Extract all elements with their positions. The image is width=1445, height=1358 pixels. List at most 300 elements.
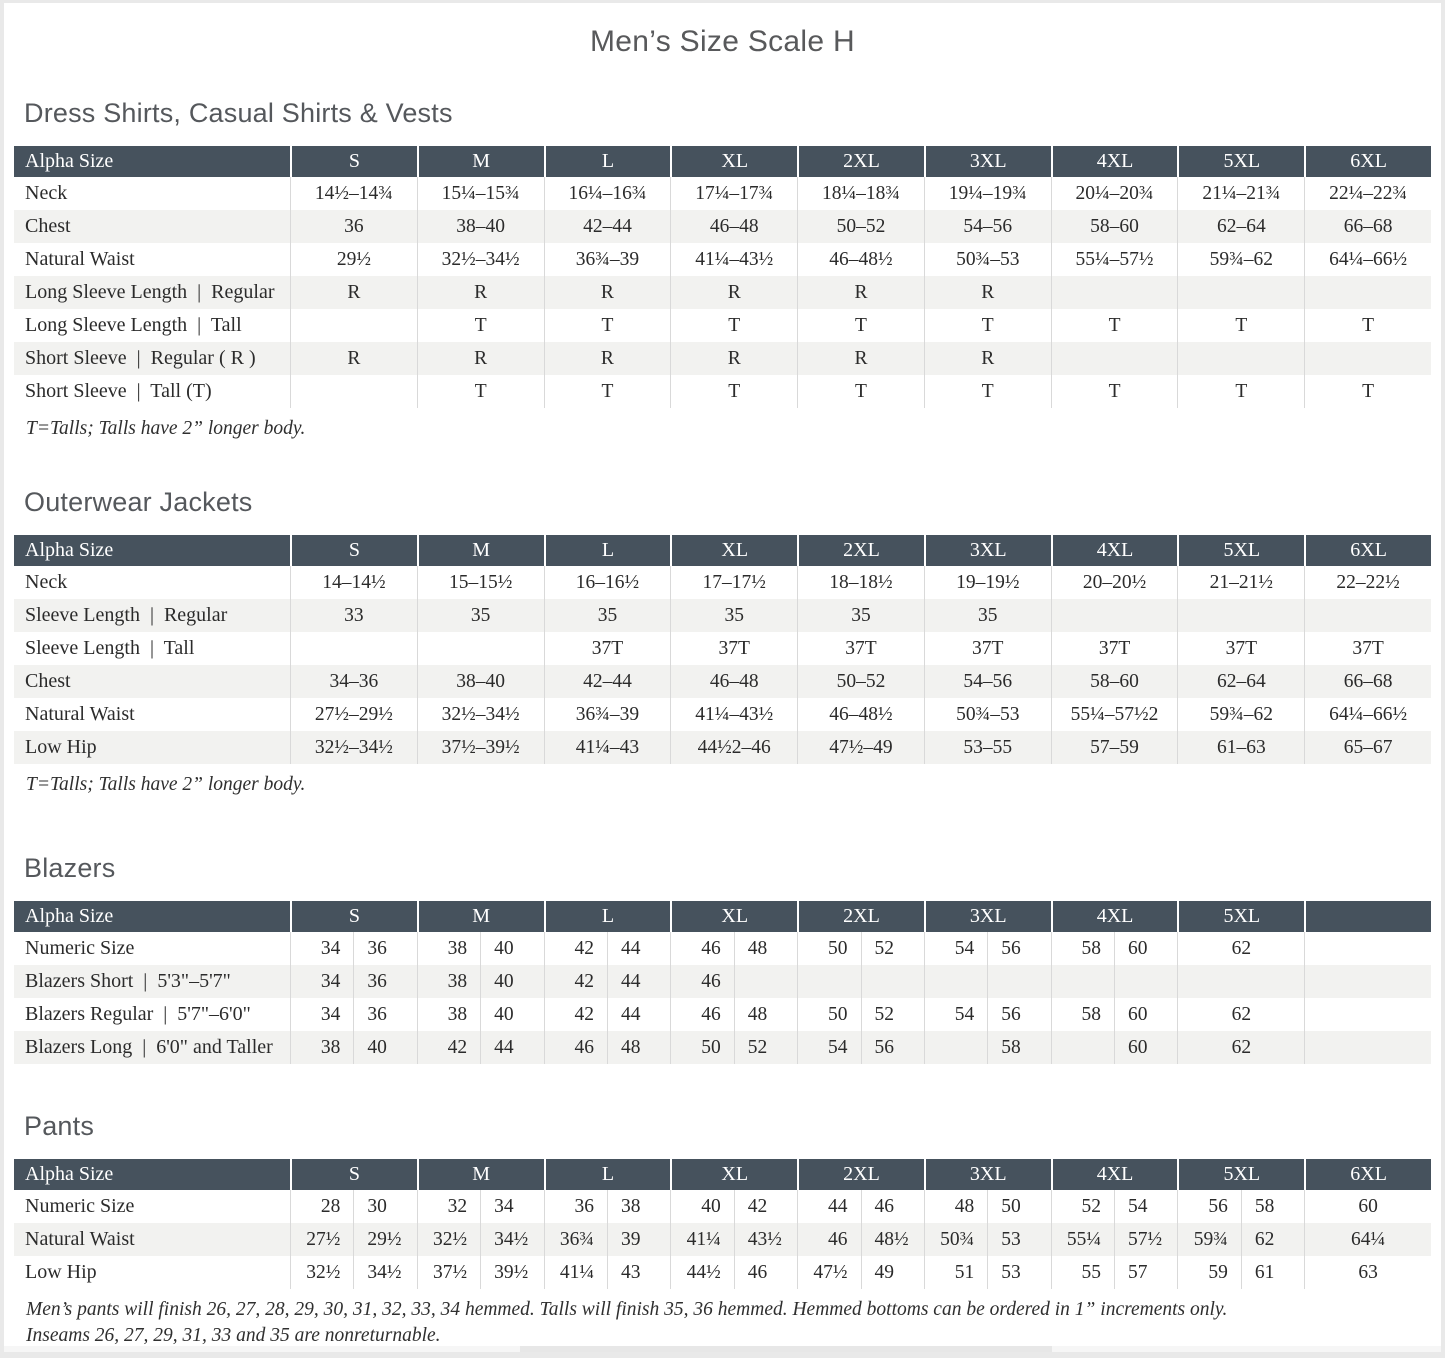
cell-value: T [1304, 309, 1431, 342]
cell-value [417, 998, 544, 1031]
cell-sub-value: 57½ [1114, 1223, 1177, 1256]
cell-sub-value: 46 [701, 1003, 721, 1025]
cell-value [924, 1223, 1051, 1256]
cell-value: 57–59 [1051, 731, 1178, 764]
cell-sub-value: 42 [574, 970, 594, 992]
cell-value: 37T [1051, 632, 1178, 665]
cell-sub-value: 58 [1241, 1190, 1304, 1223]
cell-value: 42–44 [544, 665, 671, 698]
cell-sub-value: 62 [1241, 1223, 1304, 1256]
cell-sub-value: 38 [447, 970, 468, 992]
cell-value [924, 1256, 1051, 1289]
cell-sub-value: 54 [1114, 1190, 1177, 1223]
cell-value [670, 1256, 797, 1289]
cell-value [417, 1190, 544, 1223]
header-cell: 3XL [924, 146, 1051, 177]
outerwear-footnote: T=Talls; Talls have 2” longer body. [26, 774, 306, 795]
cell-value [1177, 1031, 1304, 1064]
cell-value [290, 632, 417, 665]
row-label: Chest [25, 215, 71, 237]
table-row [14, 566, 1431, 599]
row-label: Natural Waist [25, 703, 135, 725]
row-label: Long Sleeve Length | Tall [25, 314, 242, 336]
cell-value: R [924, 276, 1051, 309]
cell-sub-value: 62 [1231, 937, 1252, 959]
header-cell: S [290, 1159, 417, 1190]
cell-sub-value: 60 [1114, 998, 1177, 1031]
cell-value [290, 998, 417, 1031]
cell-value [544, 1223, 671, 1256]
cell-value: 16¼–16¾ [544, 177, 671, 210]
cell-sub-value: 44 [480, 1031, 543, 1064]
cell-value: R [924, 342, 1051, 375]
cell-value: 55¼–57½2 [1051, 698, 1178, 731]
cell-value [670, 1223, 797, 1256]
table-row [14, 342, 1431, 375]
cell-sub-value: 50 [701, 1036, 721, 1058]
pants-table [14, 1159, 1431, 1289]
cell-value: 15¼–15¾ [417, 177, 544, 210]
cell-sub-value: 44 [607, 965, 670, 998]
cell-value: 35 [417, 599, 544, 632]
cell-value: 53–55 [924, 731, 1051, 764]
cell-value: T [797, 309, 924, 342]
cell-sub-value: 53 [987, 1223, 1050, 1256]
row-label: Natural Waist [25, 248, 135, 270]
header-cell: 5XL [1177, 901, 1304, 932]
cell-sub-value: 42 [574, 1003, 594, 1025]
cell-value: 66–68 [1304, 665, 1431, 698]
section-heading-blazers: Blazers [24, 853, 116, 883]
cell-value: 21–21½ [1177, 566, 1304, 599]
cell-value: 46–48½ [797, 698, 924, 731]
cell-value: 38–40 [417, 210, 544, 243]
row-label: Sleeve Length | Tall [25, 637, 195, 659]
cell-sub-value: 34½ [480, 1223, 543, 1256]
cell-value: 46–48 [670, 665, 797, 698]
header-cell: 5XL [1177, 146, 1304, 177]
cell-value: 46–48 [670, 210, 797, 243]
cell-value [1304, 998, 1431, 1031]
cell-value [1051, 998, 1178, 1031]
cell-value [417, 1256, 544, 1289]
cell-value: 47½–49 [797, 731, 924, 764]
row-label: Blazers Regular | 5'7"–6'0" [25, 1003, 251, 1025]
cell-sub-value: 60 [1114, 1031, 1177, 1064]
cell-sub-value: 44 [828, 1195, 848, 1217]
cell-sub-value: 54 [828, 1036, 848, 1058]
cell-value: 18–18½ [797, 566, 924, 599]
cell-value [797, 1223, 924, 1256]
cell-sub-value: 43½ [734, 1223, 797, 1256]
table-row [14, 243, 1431, 276]
cell-value: 17¼–17¾ [670, 177, 797, 210]
cell-sub-value: 40 [480, 998, 543, 1031]
cell-sub-value: 42 [734, 1190, 797, 1223]
cell-value: 37T [670, 632, 797, 665]
cell-value: 58–60 [1051, 665, 1178, 698]
cell-sub-value: 28 [320, 1195, 341, 1217]
cell-sub-value: 44 [607, 932, 670, 965]
cell-value: 65–67 [1304, 731, 1431, 764]
cell-sub-value: 50 [828, 937, 848, 959]
cell-sub-value: 49 [861, 1256, 924, 1289]
header-cell: L [544, 1159, 671, 1190]
cell-value: 33 [290, 599, 417, 632]
cell-value [544, 932, 671, 965]
table-header-row [14, 146, 1431, 177]
cell-value: 22¼–22¾ [1304, 177, 1431, 210]
cell-sub-value: 60 [1114, 932, 1177, 965]
cell-value: T [1051, 309, 1178, 342]
cell-value [797, 998, 924, 1031]
cell-value [544, 998, 671, 1031]
blazers-table [14, 901, 1431, 1064]
cell-value: 34–36 [290, 665, 417, 698]
cell-sub-value: 62 [1231, 1003, 1252, 1025]
cell-value: 14½–14¾ [290, 177, 417, 210]
cell-value: T [797, 375, 924, 408]
row-label: Sleeve Length | Regular [25, 604, 228, 626]
header-cell: 3XL [924, 1159, 1051, 1190]
cell-value: 17–17½ [670, 566, 797, 599]
cell-sub-value: 48 [607, 1031, 670, 1064]
table-row [14, 632, 1431, 665]
cell-value: 41¼–43½ [670, 243, 797, 276]
cell-value: R [544, 342, 671, 375]
cell-sub-value: 36 [353, 965, 416, 998]
cell-sub-value: 55¼ [1066, 1228, 1102, 1250]
cell-sub-value [861, 965, 924, 998]
header-cell: 2XL [797, 901, 924, 932]
cell-sub-value [1114, 965, 1177, 998]
cell-value: 41¼–43 [544, 731, 671, 764]
cell-sub-value: 38 [320, 1036, 341, 1058]
cell-sub-value: 48½ [861, 1223, 924, 1256]
cell-value: 19–19½ [924, 566, 1051, 599]
cell-value [1051, 965, 1178, 998]
header-cell: L [544, 146, 671, 177]
cell-sub-value: 50 [987, 1190, 1050, 1223]
section-heading-pants: Pants [24, 1111, 95, 1141]
cell-value: 37T [924, 632, 1051, 665]
page-title: Men’s Size Scale H [590, 25, 855, 58]
cell-sub-value: 60 [1358, 1195, 1378, 1217]
section-blazers [4, 853, 1441, 1064]
cell-sub-value: 58 [1081, 1003, 1102, 1025]
header-cell: XL [670, 535, 797, 566]
header-cell: Alpha Size [14, 146, 290, 177]
cell-value: 32½–34½ [290, 731, 417, 764]
cell-sub-value: 56 [1208, 1195, 1228, 1217]
cell-value: 35 [924, 599, 1051, 632]
row-label: Short Sleeve | Tall (T) [25, 380, 212, 402]
cell-value [924, 932, 1051, 965]
row-label: Neck [25, 571, 68, 593]
cell-value [797, 1256, 924, 1289]
header-cell: M [417, 901, 544, 932]
table-row [14, 932, 1431, 965]
cell-value [544, 1031, 671, 1064]
header-cell: M [417, 1159, 544, 1190]
cell-sub-value: 34½ [353, 1256, 416, 1289]
header-cell: 4XL [1051, 1159, 1178, 1190]
cell-value: 59¾–62 [1177, 698, 1304, 731]
cell-value: 32½–34½ [417, 243, 544, 276]
cell-value: 37T [1304, 632, 1431, 665]
header-cell: 6XL [1304, 535, 1431, 566]
cell-value: 27½–29½ [290, 698, 417, 731]
cell-value: 36¾–39 [544, 698, 671, 731]
header-cell: 3XL [924, 901, 1051, 932]
cell-value: 38–40 [417, 665, 544, 698]
header-cell: M [417, 535, 544, 566]
cell-sub-value: 39 [607, 1223, 670, 1256]
cell-value [670, 965, 797, 998]
row-label: Numeric Size [25, 1195, 135, 1217]
cell-value: R [544, 276, 671, 309]
cell-value [1304, 276, 1431, 309]
header-cell: XL [670, 146, 797, 177]
cell-value [544, 1190, 671, 1223]
header-cell: Alpha Size [14, 535, 290, 566]
table-row [14, 731, 1431, 764]
cell-sub-value: 52 [734, 1031, 797, 1064]
cell-value: 66–68 [1304, 210, 1431, 243]
cell-value: T [544, 375, 671, 408]
cell-sub-value: 64¼ [1351, 1228, 1386, 1250]
cell-sub-value: 50 [828, 1003, 848, 1025]
cell-sub-value: 34 [320, 1003, 341, 1025]
cell-value: 16–16½ [544, 566, 671, 599]
table-row [14, 599, 1431, 632]
cell-value [797, 1031, 924, 1064]
cell-value [1177, 1256, 1304, 1289]
cell-value [1304, 1256, 1431, 1289]
cell-value [290, 375, 417, 408]
cell-sub-value: 27½ [306, 1228, 341, 1250]
cell-value [924, 965, 1051, 998]
cell-value: 14–14½ [290, 566, 417, 599]
cell-value: R [290, 276, 417, 309]
cell-sub-value: 57 [1114, 1256, 1177, 1289]
row-label: Low Hip [25, 1261, 97, 1283]
cell-value [1051, 276, 1178, 309]
cell-value [797, 1190, 924, 1223]
cell-sub-value: 37½ [433, 1261, 468, 1283]
cell-sub-value: 40 [701, 1195, 721, 1217]
table-row [14, 698, 1431, 731]
header-cell: S [290, 901, 417, 932]
cell-value [1051, 1031, 1178, 1064]
cell-value: 61–63 [1177, 731, 1304, 764]
cell-sub-value: 46 [828, 1228, 848, 1250]
row-label: Long Sleeve Length | Regular [25, 281, 275, 303]
page-bottom-edge [4, 1346, 1441, 1352]
header-cell: 4XL [1051, 901, 1178, 932]
cell-sub-value: 36 [574, 1195, 594, 1217]
header-cell: 2XL [797, 146, 924, 177]
cell-value [1177, 998, 1304, 1031]
cell-value [1177, 599, 1304, 632]
table-row [14, 375, 1431, 408]
cell-value [1304, 599, 1431, 632]
cell-value: R [290, 342, 417, 375]
cell-value: 37½–39½ [417, 731, 544, 764]
header-cell: 4XL [1051, 146, 1178, 177]
cell-sub-value [1052, 1031, 1114, 1064]
cell-value: 22–22½ [1304, 566, 1431, 599]
cell-sub-value: 44 [607, 998, 670, 1031]
cell-value: 41¼–43½ [670, 698, 797, 731]
cell-value: T [924, 375, 1051, 408]
cell-value: 37T [1177, 632, 1304, 665]
header-cell: XL [670, 1159, 797, 1190]
table-row [14, 1223, 1431, 1256]
cell-value: 18¼–18¾ [797, 177, 924, 210]
cell-value: 36 [290, 210, 417, 243]
header-cell [1304, 901, 1431, 932]
cell-sub-value: 47½ [813, 1261, 848, 1283]
header-cell: Alpha Size [14, 1159, 290, 1190]
table-header-row [14, 1159, 1431, 1190]
header-cell: L [544, 901, 671, 932]
cell-value [290, 309, 417, 342]
cell-sub-value: 42 [574, 937, 594, 959]
table-header-row [14, 901, 1431, 932]
row-label: Blazers Short | 5'3"–5'7" [25, 970, 231, 992]
cell-sub-value [798, 965, 860, 998]
cell-sub-value: 51 [954, 1261, 975, 1283]
table-row [14, 1256, 1431, 1289]
table-row [14, 965, 1431, 998]
cell-value: R [797, 342, 924, 375]
header-cell: 3XL [924, 535, 1051, 566]
cell-value [797, 932, 924, 965]
cell-sub-value: 30 [353, 1190, 416, 1223]
cell-sub-value: 43 [607, 1256, 670, 1289]
cell-value [544, 1256, 671, 1289]
cell-sub-value: 36¾ [559, 1228, 594, 1250]
cell-value: 20¼–20¾ [1051, 177, 1178, 210]
cell-sub-value: 34 [320, 937, 341, 959]
row-label: Low Hip [25, 736, 97, 758]
cell-sub-value: 38 [447, 937, 468, 959]
cell-sub-value: 48 [734, 998, 797, 1031]
cell-value [417, 932, 544, 965]
cell-sub-value: 44½ [686, 1261, 721, 1283]
cell-value [417, 1223, 544, 1256]
cell-sub-value: 52 [861, 998, 924, 1031]
cell-value: 64¼–66½ [1304, 243, 1431, 276]
row-label: Natural Waist [25, 1228, 135, 1250]
cell-value: T [1304, 375, 1431, 408]
table-row [14, 998, 1431, 1031]
cell-sub-value [925, 965, 987, 998]
cell-value [924, 1190, 1051, 1223]
cell-value [797, 965, 924, 998]
header-cell: M [417, 146, 544, 177]
cell-value [290, 965, 417, 998]
cell-value: 50–52 [797, 210, 924, 243]
cell-sub-value: 50¾ [940, 1228, 975, 1250]
header-cell: S [290, 535, 417, 566]
cell-value: 50–52 [797, 665, 924, 698]
cell-value: 36¾–39 [544, 243, 671, 276]
cell-value: 42–44 [544, 210, 671, 243]
pants-footnote-line1: Men’s pants will finish 26, 27, 28, 29, 30, 31, 32, 33, 34 hemmed. Talls will finish 35, 36 hemmed. Hemmed bottoms can be ordered in 1” increments only. [26, 1299, 1228, 1320]
table-row [14, 210, 1431, 243]
cell-sub-value: 46 [701, 970, 721, 992]
cell-value [544, 965, 671, 998]
cell-value: T [544, 309, 671, 342]
cell-sub-value: 48 [734, 932, 797, 965]
cell-value [290, 1223, 417, 1256]
cell-value [1304, 1031, 1431, 1064]
cell-value: 50¾–53 [924, 698, 1051, 731]
cell-value: 55¼–57½ [1051, 243, 1178, 276]
cell-sub-value: 48 [954, 1195, 975, 1217]
cell-value [1304, 965, 1431, 998]
cell-value [290, 1190, 417, 1223]
cell-sub-value: 54 [954, 937, 975, 959]
cell-value [1177, 342, 1304, 375]
cell-value: 46–48½ [797, 243, 924, 276]
cell-value [417, 965, 544, 998]
cell-sub-value: 42 [447, 1036, 468, 1058]
header-cell: 5XL [1177, 1159, 1304, 1190]
cell-sub-value: 41¼ [559, 1261, 594, 1283]
cell-value [1051, 1223, 1178, 1256]
section-heading-dress-shirts: Dress Shirts, Casual Shirts & Vests [24, 98, 453, 128]
table-header-row [14, 535, 1431, 566]
cell-value: 62–64 [1177, 210, 1304, 243]
table-row [14, 177, 1431, 210]
cell-sub-value: 61 [1241, 1256, 1304, 1289]
cell-sub-value: 59 [1208, 1261, 1228, 1283]
table-row [14, 1031, 1431, 1064]
cell-value: R [670, 342, 797, 375]
cell-value [670, 932, 797, 965]
cell-value: T [417, 375, 544, 408]
cell-value: 59¾–62 [1177, 243, 1304, 276]
cell-sub-value: 62 [1231, 1036, 1252, 1058]
cell-value: 62–64 [1177, 665, 1304, 698]
cell-sub-value: 46 [574, 1036, 594, 1058]
cell-value: T [1177, 375, 1304, 408]
cell-value [417, 632, 544, 665]
cell-value: 44½2–46 [670, 731, 797, 764]
table-row [14, 276, 1431, 309]
header-cell: XL [670, 901, 797, 932]
header-cell: 6XL [1304, 146, 1431, 177]
cell-sub-value: 56 [861, 1031, 924, 1064]
row-label: Chest [25, 670, 71, 692]
cell-sub-value: 29½ [353, 1223, 416, 1256]
section-pants [4, 1111, 1441, 1348]
cell-sub-value: 52 [1081, 1195, 1102, 1217]
cell-sub-value: 36 [353, 998, 416, 1031]
header-cell: 6XL [1304, 1159, 1431, 1190]
row-label: Short Sleeve | Regular ( R ) [25, 347, 256, 369]
cell-sub-value: 58 [1081, 937, 1102, 959]
header-cell: 2XL [797, 535, 924, 566]
size-scale-page [4, 3, 1441, 1352]
header-cell: 2XL [797, 1159, 924, 1190]
cell-value: 37T [797, 632, 924, 665]
cell-value: 64¼–66½ [1304, 698, 1431, 731]
cell-sub-value [925, 1031, 987, 1064]
